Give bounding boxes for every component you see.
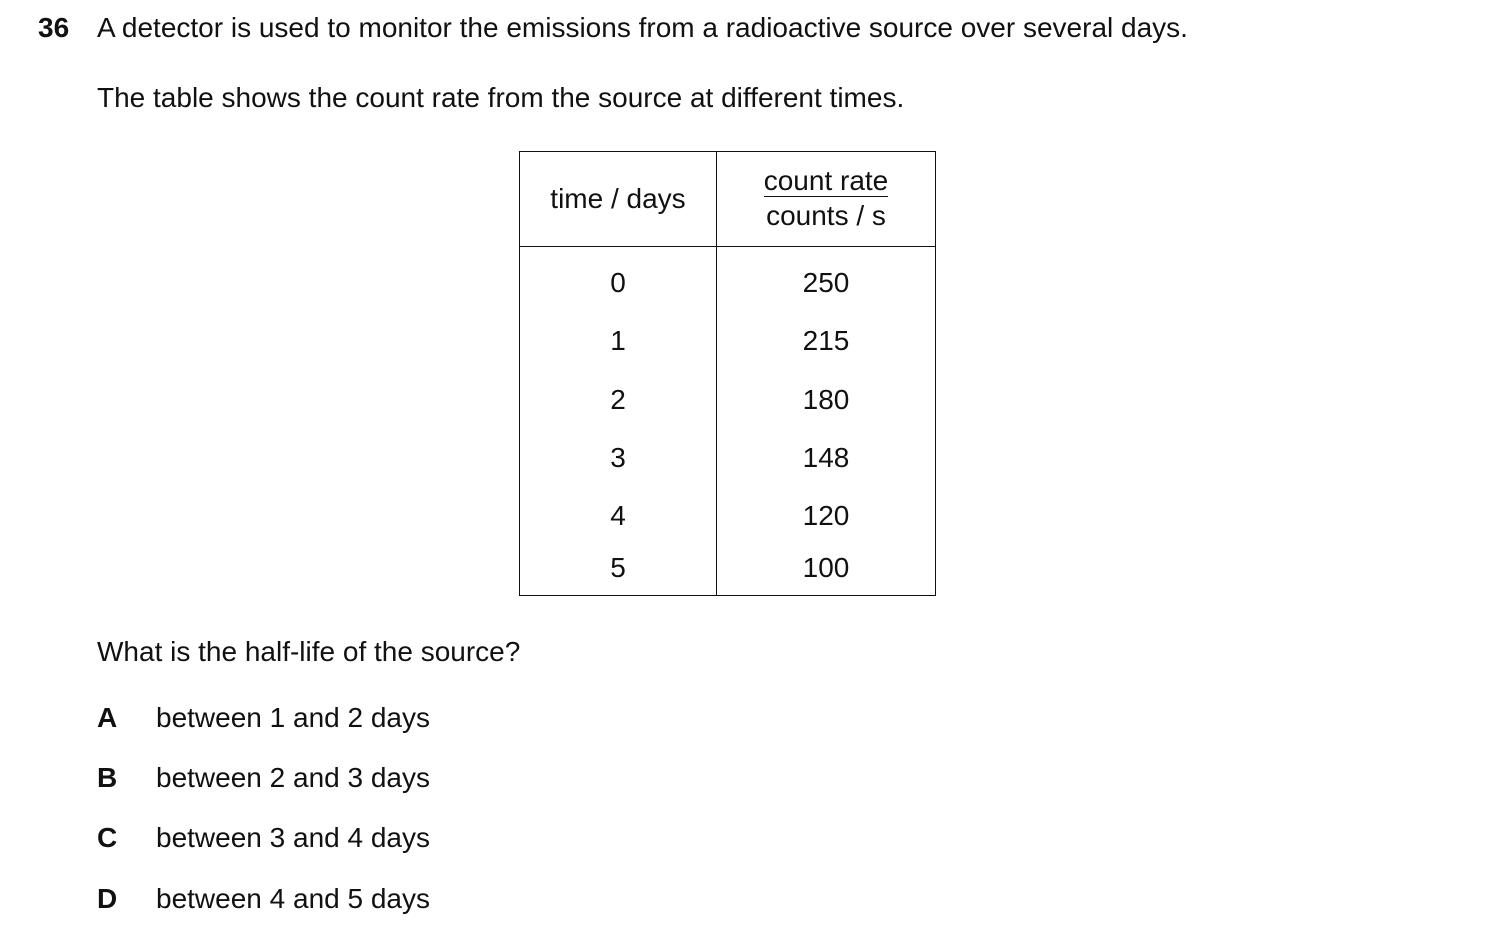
count-cell: 215 <box>717 312 936 370</box>
option-a[interactable] <box>97 700 430 736</box>
table-row <box>520 371 936 429</box>
option-letter: D <box>97 883 118 914</box>
option-letter: B <box>97 762 118 793</box>
table-row <box>520 312 936 370</box>
count-cell: 100 <box>717 545 936 596</box>
time-cell: 2 <box>520 371 717 429</box>
option-text: between 3 and 4 days <box>156 822 430 853</box>
header-count-rate-unit: counts / s <box>766 200 886 231</box>
table-row <box>520 429 936 487</box>
table-row <box>520 487 936 545</box>
table-row <box>520 247 936 313</box>
question-prompt: What is the half-life of the source? <box>97 636 521 667</box>
question-number: 36 <box>38 12 70 43</box>
table-row <box>520 545 936 596</box>
header-time: time / days <box>520 152 717 247</box>
question-stem: A detector is used to monitor the emissions from a radioactive source over several days. <box>97 12 1188 43</box>
time-cell: 3 <box>520 429 717 487</box>
count-cell: 120 <box>717 487 936 545</box>
data-table <box>519 151 936 596</box>
count-cell: 148 <box>717 429 936 487</box>
option-text: between 4 and 5 days <box>156 883 430 914</box>
header-count-rate-quantity: count rate <box>763 165 889 196</box>
time-cell: 4 <box>520 487 717 545</box>
table-intro: The table shows the count rate from the source at different times. <box>97 82 905 113</box>
count-cell: 250 <box>717 247 936 313</box>
option-d[interactable] <box>97 881 430 917</box>
table-header-row <box>520 152 936 247</box>
time-cell: 1 <box>520 312 717 370</box>
option-letter: A <box>97 702 118 733</box>
time-cell: 5 <box>520 545 717 596</box>
option-letter: C <box>97 822 118 853</box>
header-count-rate <box>717 152 936 247</box>
option-c[interactable] <box>97 820 430 856</box>
option-text: between 1 and 2 days <box>156 702 430 733</box>
time-cell: 0 <box>520 247 717 313</box>
option-b[interactable] <box>97 760 430 796</box>
option-text: between 2 and 3 days <box>156 762 430 793</box>
count-cell: 180 <box>717 371 936 429</box>
